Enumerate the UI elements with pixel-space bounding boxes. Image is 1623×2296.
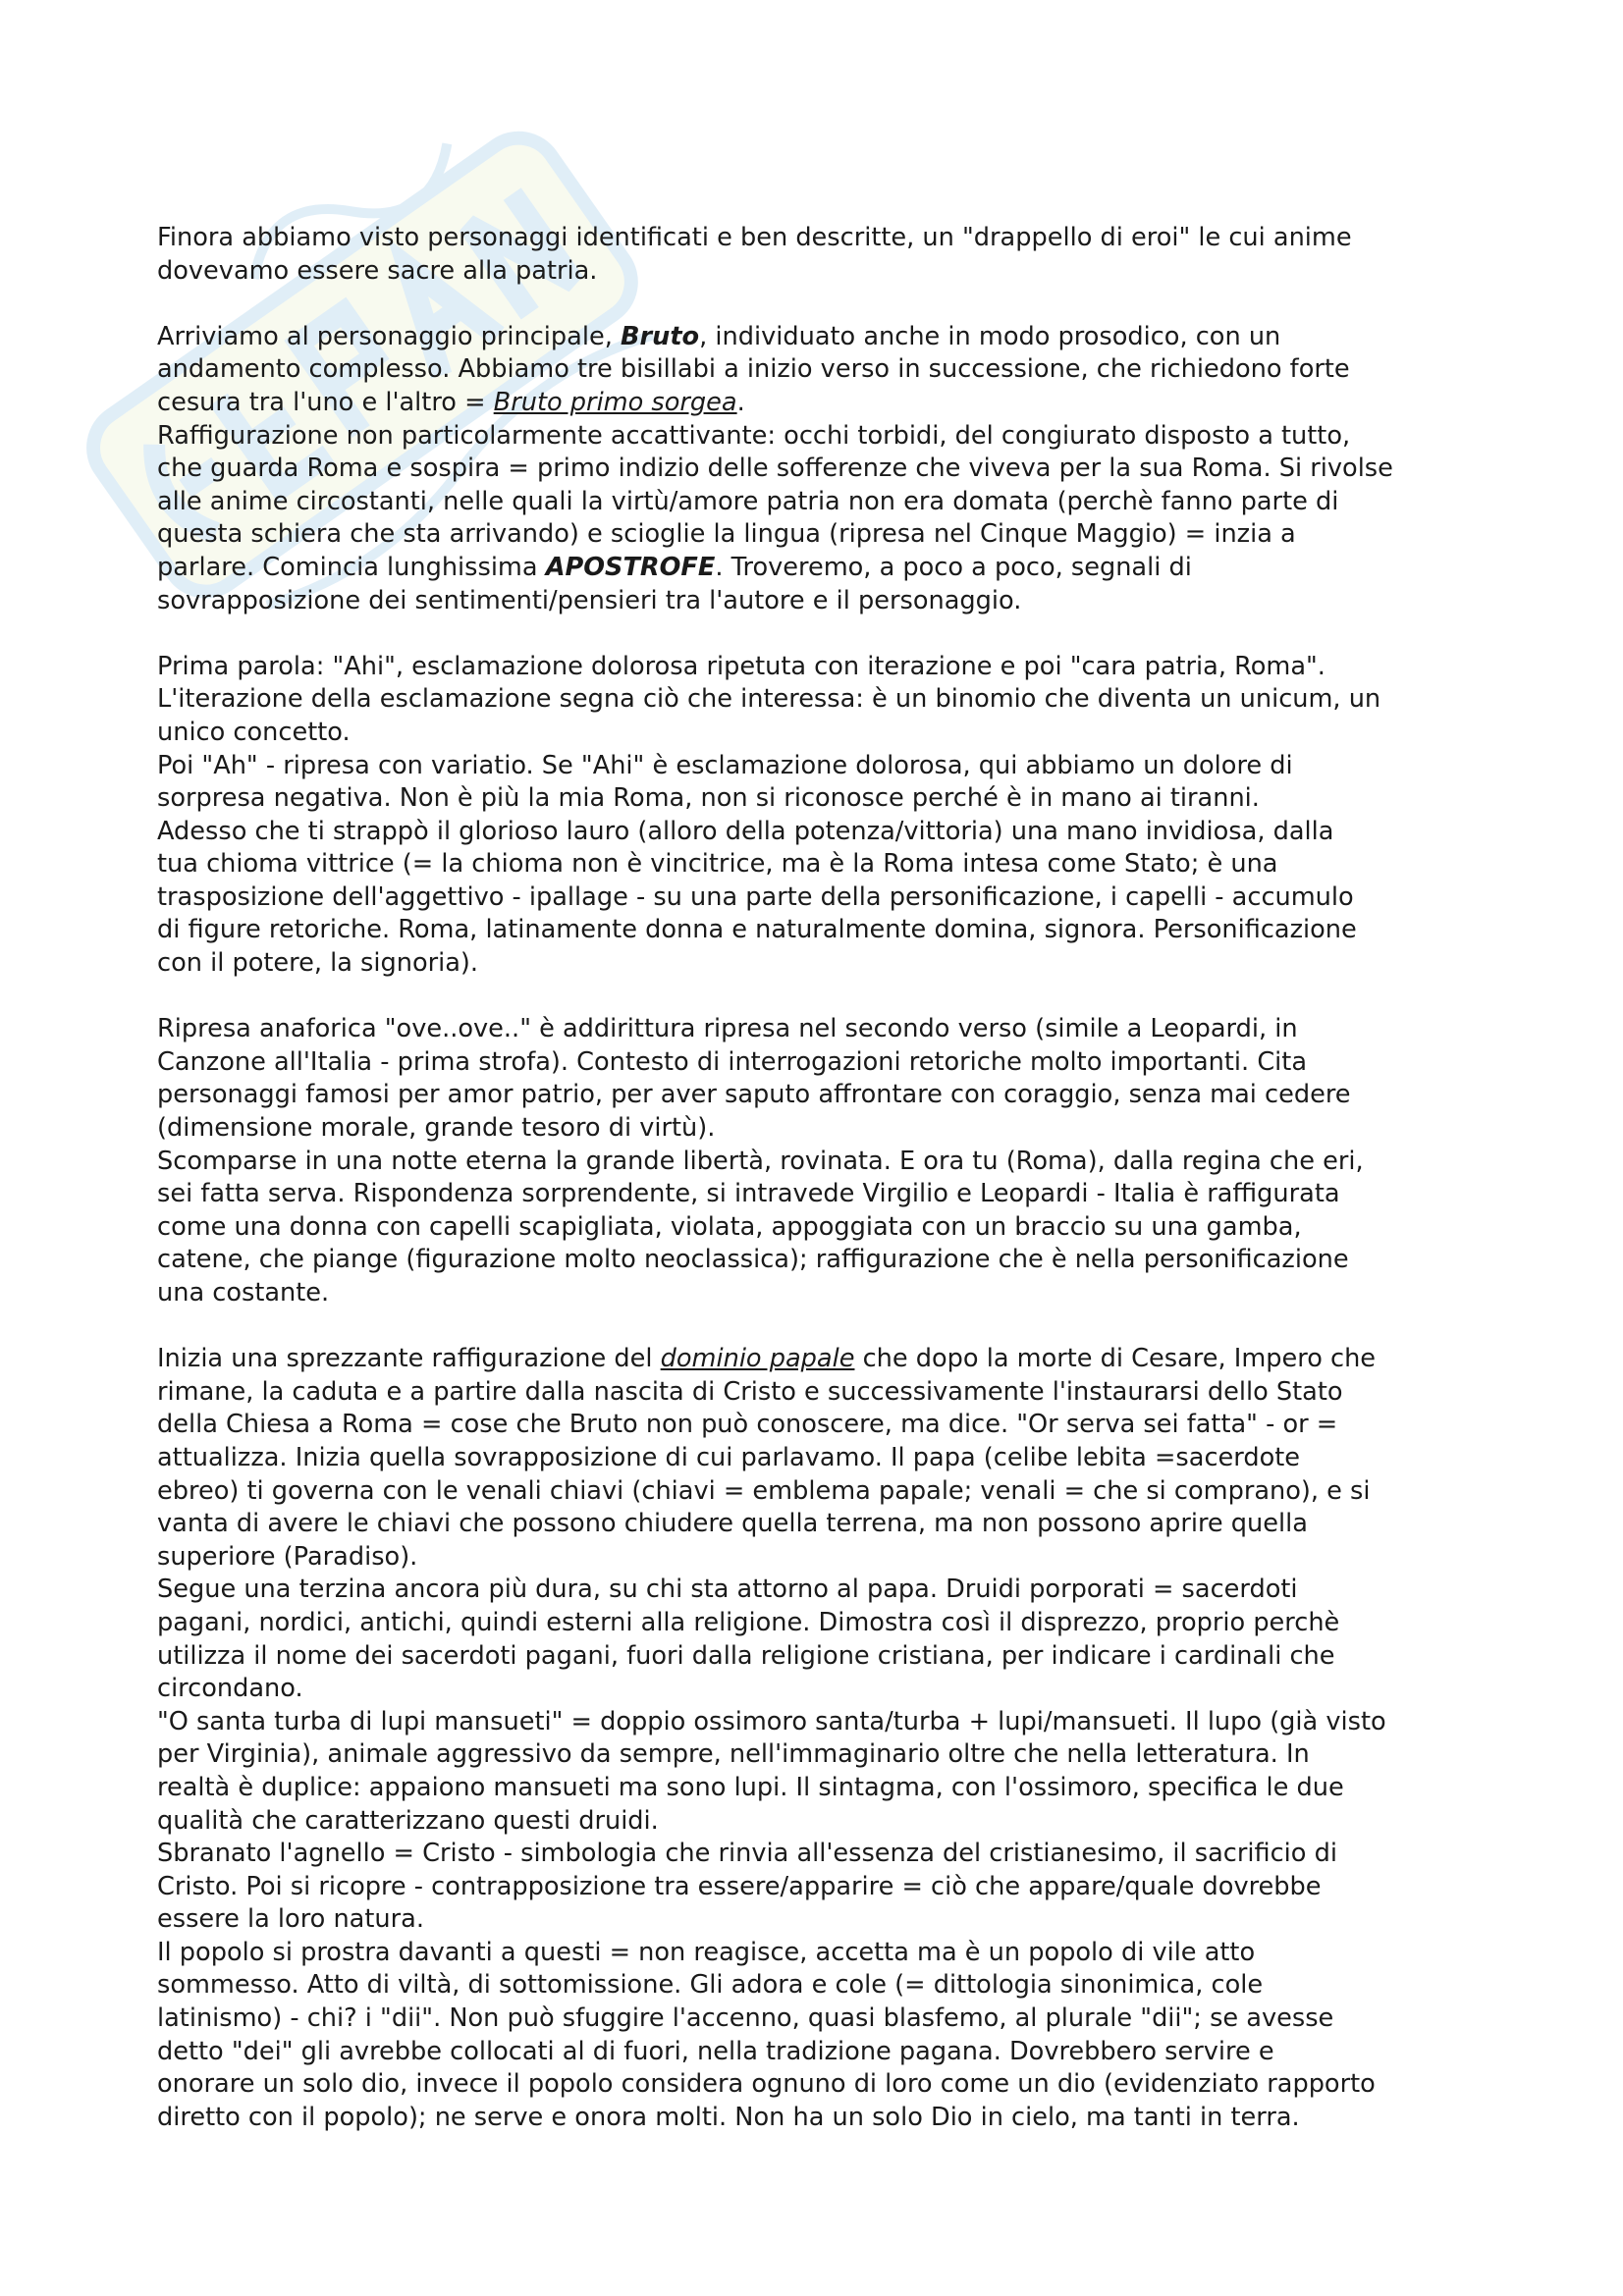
underlined-term: Bruto primo sorgea <box>493 387 737 417</box>
text-line <box>157 1277 1478 1310</box>
text-run: alle anime circostanti, nelle quali la virtù/amore patria non era domata (perchè fanno parte di <box>157 486 1339 516</box>
text-run: catene, che piange (figurazione molto neoclassica); raffigurazione che è nella personificazione <box>157 1245 1349 1275</box>
text-line <box>157 1046 1478 1080</box>
text-run: . <box>736 387 745 417</box>
text-run: di figure retoriche. Roma, latinamente donna e naturalmente domina, signora. Personificazione <box>157 915 1357 945</box>
text-run: detto "dei" gli avrebbe collocati al di fuori, nella tradizione pagana. Dovrebbero servire e <box>157 2036 1274 2066</box>
paragraph <box>157 1013 1478 1309</box>
text-run: ebreo) ti governa con le venali chiavi (chiavi = emblema papale; venali = che si comprano), e si <box>157 1475 1371 1506</box>
text-line <box>157 1343 1478 1376</box>
text-line <box>157 848 1478 881</box>
text-run: questa schiera che sta arrivando) e scioglie la lingua (ripresa nel Cinque Maggio) = inzia a <box>157 519 1296 550</box>
paragraph <box>157 651 1478 981</box>
text-run: qualità che caratterizzano questi druidi. <box>157 1805 659 1836</box>
text-line <box>157 353 1478 387</box>
text-line <box>157 321 1478 354</box>
text-line <box>157 1541 1478 1575</box>
text-line <box>157 1937 1478 1970</box>
text-line <box>157 816 1478 849</box>
text-run: attualizza. Inizia quella sovrapposizione di cui parlavamo. Il papa (celibe lebita =sacerdote <box>157 1442 1301 1472</box>
underlined-term: dominio papale <box>660 1344 855 1374</box>
text-line <box>157 947 1478 981</box>
text-run: cesura tra l'uno e l'altro = <box>157 387 494 417</box>
text-run: Inizia una sprezzante raffigurazione del <box>157 1344 661 1374</box>
text-run: Adesso che ti strappò il glorioso lauro (alloro della potenza/vittoria) una mano invidiosa, dalla <box>157 816 1334 846</box>
text-run: Scomparse in una notte eterna la grande libertà, rovinata. E ora tu (Roma), dalla regina che eri, <box>157 1146 1364 1176</box>
text-line <box>157 1244 1478 1277</box>
text-line <box>157 2002 1478 2036</box>
text-line <box>157 1112 1478 1146</box>
text-run: (dimensione morale, grande tesoro di virtù). <box>157 1113 716 1144</box>
text-run: superiore (Paradiso). <box>157 1541 418 1572</box>
text-line <box>157 1871 1478 1904</box>
text-line <box>157 1178 1478 1211</box>
text-run: Cristo. Poi si ricopre - contrapposizione tra essere/apparire = ciò che appare/quale dovrebbe <box>157 1871 1322 1901</box>
text-run: andamento complesso. Abbiamo tre bisillabi a inizio verso in successione, che richiedono forte <box>157 354 1350 385</box>
text-run: personaggi famosi per amor patrio, per aver saputo affrontare con coraggio, senza mai cedere <box>157 1080 1351 1110</box>
text-line <box>157 387 1478 420</box>
text-run: Arriviamo al personaggio principale, <box>157 321 621 351</box>
text-line <box>157 651 1478 684</box>
text-run: Canzone all'Italia - prima strofa). Contesto di interrogazioni retoriche molto importanti. Cita <box>157 1046 1308 1077</box>
text-line <box>157 1903 1478 1937</box>
text-run: Il popolo si prostra davanti a questi = non reagisce, accetta ma è un popolo di vile atto <box>157 1937 1256 1967</box>
text-run: latinismo) - chi? i "dii". Non può sfuggire l'accenno, quasi blasfemo, al plurale "dii"; se avesse <box>157 2003 1334 2034</box>
text-line <box>157 1640 1478 1674</box>
text-run: come una donna con capelli scapigliata, violata, appoggiata con un braccio su una gamba, <box>157 1211 1302 1242</box>
text-line <box>157 1508 1478 1541</box>
text-line <box>157 2036 1478 2069</box>
text-line <box>157 518 1478 552</box>
text-run: sorpresa negativa. Non è più la mia Roma, non si riconosce perché è in mano ai tiranni. <box>157 783 1260 814</box>
text-run: rimane, la caduta e a partire dalla nascita di Cristo e successivamente l'instaurarsi dello Stato <box>157 1376 1343 1407</box>
text-line <box>157 1673 1478 1706</box>
text-line <box>157 1442 1478 1475</box>
text-line <box>157 1409 1478 1442</box>
text-line <box>157 552 1478 585</box>
text-line <box>157 782 1478 816</box>
text-run: dovevamo essere sacre alla patria. <box>157 255 598 286</box>
text-line <box>157 453 1478 486</box>
text-line <box>157 486 1478 519</box>
text-line <box>157 1079 1478 1112</box>
text-run: Finora abbiamo visto personaggi identificati e ben descritte, un "drappello di eroi" le cui anime <box>157 223 1352 252</box>
text-run: L'iterazione della esclamazione segna ciò che interessa: è un binomio che diventa un unicum, un <box>157 684 1381 715</box>
text-line <box>157 1969 1478 2002</box>
text-line <box>157 750 1478 783</box>
text-run: trasposizione dell'aggettivo - ipallage - su una parte della personificazione, i capelli - accumulo <box>157 881 1354 912</box>
text-line <box>157 585 1478 618</box>
text-run: sovrapposizione dei sentimenti/pensieri tra l'autore e il personaggio. <box>157 585 1022 615</box>
text-line <box>157 717 1478 750</box>
text-line <box>157 222 1478 255</box>
text-run: tua chioma vittrice (= la chioma non è vincitrice, ma è la Roma intesa come Stato; è una <box>157 849 1278 880</box>
text-run: circondano. <box>157 1674 303 1704</box>
text-run: onorare un solo dio, invece il popolo considera ognuno di loro come un dio (evidenziato rapporto <box>157 2069 1376 2100</box>
text-line <box>157 1607 1478 1640</box>
text-run: parlare. Comincia lunghissima <box>157 552 546 582</box>
text-line <box>157 914 1478 947</box>
text-run: per Virginia), animale aggressivo da sempre, nell'immaginario oltre che nella letteratura. In <box>157 1739 1310 1770</box>
text-line <box>157 1838 1478 1871</box>
text-run: che guarda Roma e sospira = primo indizio delle sofferenze che viveva per la sua Roma. Si rivolse <box>157 454 1393 484</box>
document-body <box>157 222 1478 2167</box>
paragraph <box>157 222 1478 288</box>
text-run: Raffigurazione non particolarmente accattivante: occhi torbidi, del congiurato disposto a tutto, <box>157 420 1351 451</box>
text-run: diretto con il popolo); ne serve e onora molti. Non ha un solo Dio in cielo, ma tanti in terra. <box>157 2102 1300 2132</box>
paragraph <box>157 321 1478 617</box>
text-line <box>157 1706 1478 1739</box>
text-run: . Troveremo, a poco a poco, segnali di <box>715 552 1192 582</box>
text-run: "O santa turba di lupi mansueti" = doppio ossimoro santa/turba + lupi/mansueti. Il lupo (già visto <box>157 1706 1386 1736</box>
paragraph <box>157 1343 1478 2134</box>
text-line <box>157 1738 1478 1772</box>
text-line <box>157 1013 1478 1046</box>
text-run: sommesso. Atto di viltà, di sottomissione. Gli adora e cole (= dittologia sinonimica, cole <box>157 1970 1264 2001</box>
text-run: sei fatta serva. Rispondenza sorprendente, si intravede Virgilio e Leopardi - Italia è raffigurata <box>157 1179 1340 1209</box>
text-run: Prima parola: "Ahi", esclamazione dolorosa ripetuta con iterazione e poi "cara patria, Roma". <box>157 651 1325 681</box>
text-run: realtà è duplice: appaiono mansueti ma sono lupi. Il sintagma, con l'ossimoro, specifica le due <box>157 1772 1344 1802</box>
text-run: , individuato anche in modo prosodico, con un <box>699 321 1281 351</box>
text-line <box>157 420 1478 454</box>
text-line <box>157 1211 1478 1245</box>
text-run: una costante. <box>157 1278 330 1308</box>
text-run: che dopo la morte di Cesare, Impero che <box>854 1344 1377 1374</box>
text-run: Ripresa anaforica "ove..ove.." è addirittura ripresa nel secondo verso (simile a Leopardi, in <box>157 1014 1298 1044</box>
text-run: Poi "Ah" - ripresa con variatio. Se "Ahi" è esclamazione dolorosa, qui abbiamo un dolore di <box>157 750 1293 780</box>
text-run: Sbranato l'agnello = Cristo - simbologia che rinvia all'essenza del cristianesimo, il sacrificio di <box>157 1839 1337 1869</box>
text-line <box>157 1805 1478 1839</box>
text-line <box>157 881 1478 915</box>
text-line <box>157 1475 1478 1509</box>
text-line <box>157 2068 1478 2102</box>
text-run: Segue una terzina ancora più dura, su chi sta attorno al papa. Druidi porporati = sacerdoti <box>157 1575 1298 1605</box>
text-run: pagani, nordici, antichi, quindi esterni alla religione. Dimostra così il disprezzo, proprio perchè <box>157 1607 1340 1637</box>
text-run: vanta di avere le chiavi che possono chiudere quella terrena, ma non possono aprire quella <box>157 1509 1308 1539</box>
text-run: essere la loro natura. <box>157 1904 424 1935</box>
text-run: della Chiesa a Roma = cose che Bruto non può conoscere, ma dice. "Or serva sei fatta" - or = <box>157 1410 1338 1440</box>
text-run: utilizza il nome dei sacerdoti pagani, fuori dalla religione cristiana, per indicare i cardinali che <box>157 1640 1335 1671</box>
text-line <box>157 683 1478 717</box>
text-line <box>157 1574 1478 1607</box>
text-line <box>157 1146 1478 1179</box>
bold-keyword: Bruto <box>620 321 700 351</box>
bold-keyword: APOSTROFE <box>545 552 716 582</box>
text-run: unico concetto. <box>157 717 351 747</box>
text-line <box>157 2102 1478 2135</box>
text-line <box>157 255 1478 289</box>
text-run: con il potere, la signoria). <box>157 948 479 979</box>
text-line <box>157 1772 1478 1805</box>
text-line <box>157 1376 1478 1410</box>
